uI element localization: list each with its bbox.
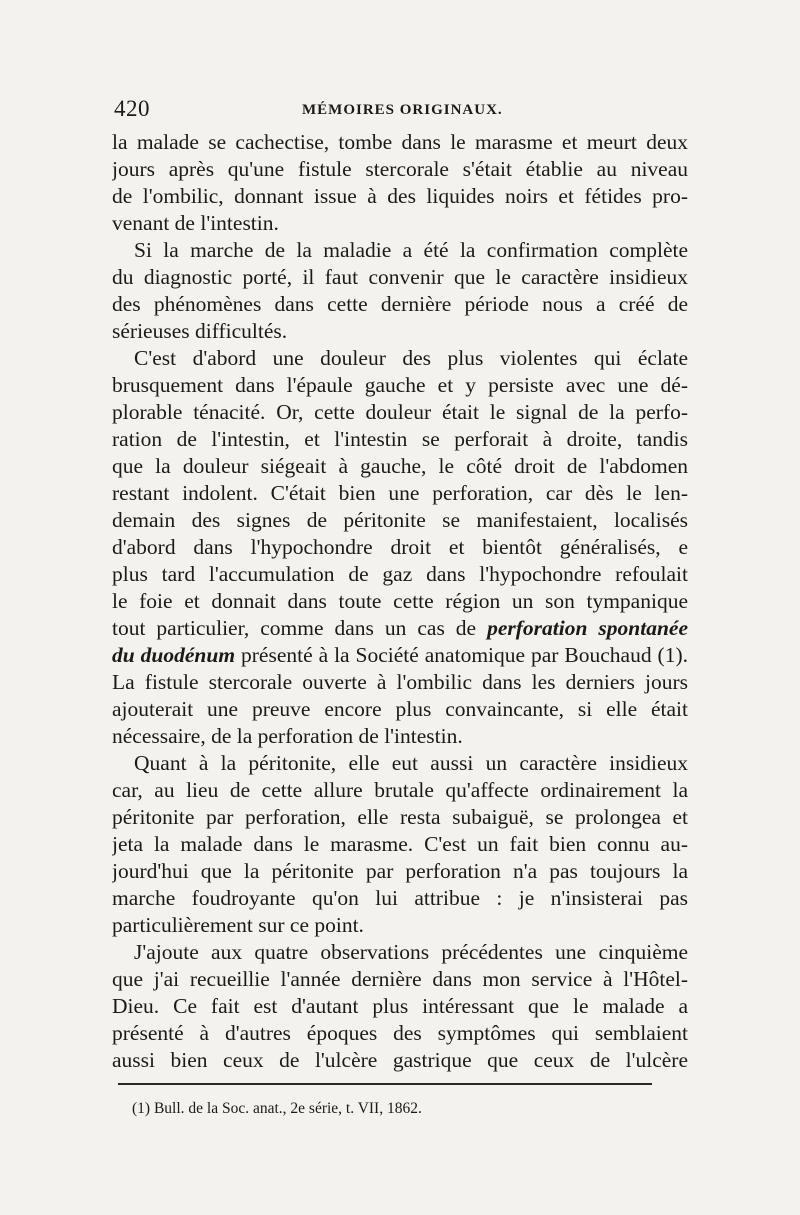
running-title: MÉMOIRES ORIGINAUX. [302, 102, 503, 118]
text-line: présenté à d'autres époques des symptômes qui semblaient [112, 1021, 688, 1045]
text-line: de l'ombilic, donnant issue à des liquides noirs et fétides pro- [112, 184, 688, 208]
italic-phrase: du duodénum [112, 643, 236, 667]
page-header [114, 96, 686, 126]
text-line-with-italic [112, 642, 688, 669]
text-line: La fistule stercorale ouverte à l'ombilic dans les derniers jours [112, 670, 688, 694]
body-text [112, 129, 688, 1074]
text-line: marche foudroyante qu'on lui attribue : je n'insisterai pas [112, 886, 688, 910]
text-line: Dieu. Ce fait est d'autant plus intéressant que le malade a [112, 994, 688, 1018]
line-text: présenté à la Société anatomique par Bouchaud (1). [241, 643, 688, 667]
text-line: jours après qu'une fistule stercorale s'était établie au niveau [112, 157, 688, 181]
text-line: venant de l'intestin. [112, 211, 279, 235]
italic-phrase: perforation spontanée [487, 616, 688, 640]
text-line: plorable ténacité. Or, cette douleur était le signal de la perfo- [112, 400, 688, 424]
text-line: ajouterait une preuve encore plus convaincante, si elle était [112, 697, 688, 721]
footnote-divider [118, 1083, 652, 1085]
footnote: (1) Bull. de la Soc. anat., 2e série, t. VII, 1862. [132, 1100, 422, 1117]
text-line: aussi bien ceux de l'ulcère gastrique que ceux de l'ulcère [112, 1048, 688, 1072]
text-line: péritonite par perforation, elle resta subaiguë, se prolongea et [112, 805, 688, 829]
text-line: nécessaire, de la perforation de l'intestin. [112, 724, 463, 748]
text-line: d'abord dans l'hypochondre droit et bientôt généralisés, e [112, 535, 688, 559]
text-line: demain des signes de péritonite se manifestaient, localisés [112, 508, 688, 532]
paragraph-start-line: Quant à la péritonite, elle eut aussi un caractère insidieux [134, 751, 688, 775]
text-line: jeta la malade dans le marasme. C'est un fait bien connu au- [112, 832, 688, 856]
text-line: des phénomènes dans cette dernière période nous a créé de [112, 292, 688, 316]
text-line: particulièrement sur ce point. [112, 913, 364, 937]
text-line: brusquement dans l'épaule gauche et y persiste avec une dé- [112, 373, 688, 397]
text-line-with-italic [112, 615, 688, 642]
text-line: du diagnostic porté, il faut convenir que le caractère insidieux [112, 265, 688, 289]
text-line: que la douleur siégeait à gauche, le côté droit de l'abdomen [112, 454, 688, 478]
text-line: car, au lieu de cette allure brutale qu'affecte ordinairement la [112, 778, 688, 802]
paragraph-start-line: C'est d'abord une douleur des plus violentes qui éclate [134, 346, 688, 370]
text-line: ration de l'intestin, et l'intestin se perforait à droite, tandis [112, 427, 688, 451]
text-line: que j'ai recueillie l'année dernière dans mon service à l'Hôtel- [112, 967, 688, 991]
paragraph-start-line: Si la marche de la maladie a été la confirmation complète [134, 238, 688, 262]
text-line: la malade se cachectise, tombe dans le marasme et meurt deux [112, 130, 688, 154]
text-line: sérieuses difficultés. [112, 319, 288, 343]
line-text: tout particulier, comme dans un cas de [112, 616, 477, 640]
text-line: restant indolent. C'était bien une perforation, car dès le len- [112, 481, 688, 505]
text-line: plus tard l'accumulation de gaz dans l'hypochondre refoulait [112, 562, 688, 586]
paragraph-start-line: J'ajoute aux quatre observations précédentes une cinquième [134, 940, 688, 964]
text-line: jourd'hui que la péritonite par perforation n'a pas toujours la [112, 859, 688, 883]
page-number: 420 [114, 96, 150, 121]
text-line: le foie et donnait dans toute cette région un son tympanique [112, 589, 688, 613]
